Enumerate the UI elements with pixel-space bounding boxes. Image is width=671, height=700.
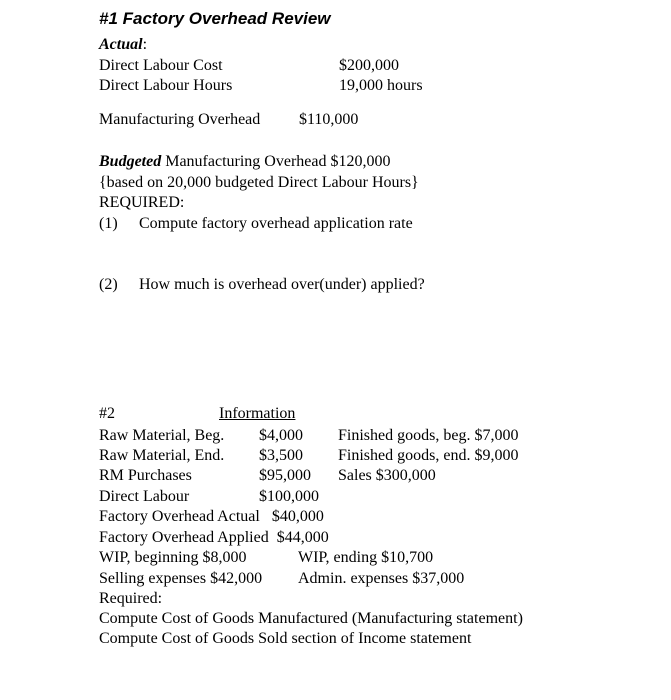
question-2-number: (2) [99,276,118,293]
rm-beg-value: $4,000 [259,427,303,444]
based-on-note: {based on 20,000 budgeted Direct Labour Hours} [99,174,419,191]
dl-cost-label: Direct Labour Cost [99,57,223,74]
requirement-1: Compute Cost of Goods Manufactured (Manufacturing statement) [99,610,523,627]
budgeted-line [99,152,390,172]
actual-heading [99,35,147,55]
requirement-2: Compute Cost of Goods Sold section of Income statement [99,630,472,647]
fg-end: Finished goods, end. $9,000 [338,447,519,464]
rm-end-value: $3,500 [259,447,303,464]
required-heading: REQUIRED: [99,194,185,211]
actual-label: Actual [99,36,143,53]
budgeted-text: Manufacturing Overhead $120,000 [161,153,391,170]
rm-beg-label: Raw Material, Beg. [99,427,225,444]
direct-labour-label: Direct Labour [99,488,190,505]
problem2-number: #2 [99,405,115,422]
question-2-text: How much is overhead over(under) applied? [139,276,425,293]
foh-applied: Factory Overhead Applied $44,000 [99,529,329,546]
admin-expenses: Admin. expenses $37,000 [298,570,465,587]
rm-end-label: Raw Material, End. [99,447,225,464]
mfg-overhead-value: $110,000 [299,111,359,128]
problem2-required: Required: [99,590,163,607]
dl-hours-label: Direct Labour Hours [99,77,233,94]
direct-labour-value: $100,000 [259,488,319,505]
wip-beginning: WIP, beginning $8,000 [99,549,247,566]
selling-expenses: Selling expenses $42,000 [99,570,263,587]
actual-colon: : [142,36,148,53]
sales: Sales $300,000 [338,467,436,484]
mfg-overhead-label: Manufacturing Overhead [99,111,261,128]
problem1-title: #1 Factory Overhead Review [99,9,331,28]
dl-hours-value: 19,000 hours [339,77,423,94]
dl-cost-value: $200,000 [339,57,399,74]
information-heading: Information [219,405,296,422]
rm-purchases-label: RM Purchases [99,467,192,484]
question-1-number: (1) [99,215,118,232]
fg-beg: Finished goods, beg. $7,000 [338,427,519,444]
rm-purchases-value: $95,000 [259,467,311,484]
question-1-text: Compute factory overhead application rate [139,215,413,232]
foh-actual: Factory Overhead Actual $40,000 [99,508,324,525]
wip-ending: WIP, ending $10,700 [298,549,434,566]
budgeted-label: Budgeted [99,153,162,170]
